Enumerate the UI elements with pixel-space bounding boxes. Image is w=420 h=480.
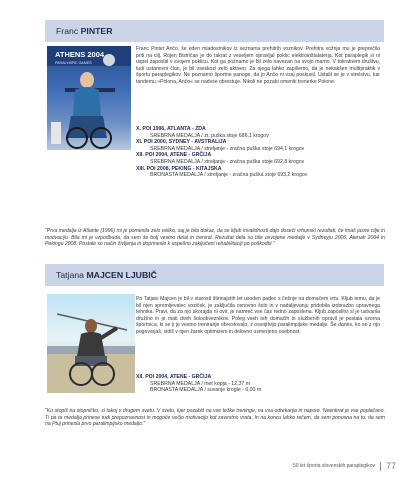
biography-text: Franc Pinter Ančo, še eden mladostnikov iz seznama prehitrih voznikov. Prehitra vožnja mu je preprečila priti na cilj. Rojen Bistričan je do takrat z veseljem opravljal poklic elektroinštalaterja. Kot paraplegik si ni uspel zaposliti v svojem poklicu. Kot ga poznamo je bil zelo navezan na svojo mamo. V tokratnem društvu, tudi ustanovni član, je bil vseskozi zelo aktiven. Za njega lahko zapišemo, da je nekakšen multipraktik v športu paraplegikov. Ne poznamo športne panoge, da jo Ančo ni vsaj poskusil. Ustalil se je v strelstvu, kar tandemu »Polona, Ančo« se nadvse obrestuje. Nikoli ne pozabi omeniti trenerke Polone.: [136, 46, 380, 85]
photo-illustration: [47, 46, 131, 150]
page-number: 77: [385, 461, 396, 471]
games-title: XII. POI 2004, ATENE - GRČIJA: [136, 152, 212, 159]
games-title: X. POI 1996, ATLANTA - ZDA: [136, 126, 206, 132]
medal-result: BRONASTA MEDALJA / suvanje krogle - 6,00 m: [150, 387, 262, 394]
page-footer: [293, 461, 396, 471]
medal-result: SREBRNA MEDALJA / streljanje - zračna puška stoje 694,1 krogov: [150, 145, 305, 152]
photo-caption-line2: PARALYMPIC GAMES: [55, 61, 92, 65]
medal-list-franc-pinter: [136, 126, 386, 179]
medal-list-tatjana-majcen-ljubic: [136, 374, 386, 394]
games-title: XIII. POI 2008, PEKING - KITAJSKA: [136, 165, 222, 172]
section-heading-franc-pinter: [45, 20, 384, 42]
athlete-photo-franc-pinter: [47, 46, 131, 150]
biography-tatjana-majcen-ljubic: [136, 296, 380, 336]
athlete-name: Franc PINTER: [56, 26, 113, 36]
athlete-name: Tatjana MAJCEN LJUBIČ: [56, 270, 157, 280]
athlete-photo-tatjana-majcen-ljubic: [47, 294, 135, 393]
medal-result: BRONASTA MEDALJA / streljanje - zračna puška stoje 693,2 krogov: [150, 172, 308, 179]
quote-franc-pinter: "Prva medalja iz Atlante (1996) mi je pomenila zelo veliko, saj je bila dokaz, da se kljub invalidnosti dajo doseči vrhunski rezultati, če imaš jasne cilje in motivacijo. Bila mi je vzpodbuda, da sem še bolj vestno delal in treniral. Rezultat dela so bile osvojene medalje v Sydneyju 2000, Atenah 2004 in Pekingu 2008. Postale so način življenja in doprinesle k uspešno zaključeni rehabilitaciji po poškodbi.": [45, 228, 385, 248]
section-heading-tatjana-majcen-ljubic: [45, 264, 384, 286]
medal-result: SREBRNA MEDALJA / streljanje - zračna puška stoje 692,8 krogov: [150, 158, 305, 165]
quote-tatjana-majcen-ljubic: "Ko stopiš na stopničko, si takoj v drugem svetu. V svetu, kjer pozabiš na vse težke treninge, na vsa odrekanja in napore. Neenkrat je vse poplačano. Ti pa ta medalja prinese tudi prepoznavnost in mogoče večjo motivacijo kot zavestno vrata. In na koncu lahko rečem, da sem ponosna na to, da sem na Ptuj prinesla prvo paralimpijsko medaljo.": [45, 408, 385, 428]
photo-illustration: [47, 294, 135, 393]
publication-title: 50 let športa slovenskih paraplegikov: [292, 463, 375, 469]
biography-text: Pri Tatjani Majcen je bil v starosti štirinajstih let usoden padec s češnje na domačem vrtu. Kljub temu, da je bil njen spremljevalec voziček, je zaključila osnovno šolo in v nadaljevanju pridobila izobrazbo upravnega tehnika. Pravi, da za njo skorajda ni ovir, je namreč vse čas redno zaposlena. Kljub zaposlitvi si je ustvarila družino in je mati dveh šoloobveznikov. Poleg vseh teh domačih in službenih opravil je postala vzorna športnica, ki se ji je vestno treniranje obrestovalo, z osvojitvijo paralimpijske medalje. Še danes, ko se z njo pogovarjaš, vidiš v njen žarek optimizem in delovno usmerjeno osebnost.: [136, 296, 380, 335]
footer-divider: [380, 462, 381, 471]
medal-result: SREBRNA MEDALJA / zr. puška stoje 686,1 krogov: [150, 132, 269, 139]
photo-caption-line1: ATHENS 2004: [55, 50, 105, 59]
games-title: XI. POI 2000, SYDNEY - AVSTRALIJA: [136, 139, 227, 146]
biography-franc-pinter: [136, 46, 380, 86]
medal-result: SREBRNA MEDALJA / met kopja - 12,37 m: [150, 380, 251, 387]
games-title: XII. POI 2004, ATENE - GRČIJA: [136, 374, 212, 380]
